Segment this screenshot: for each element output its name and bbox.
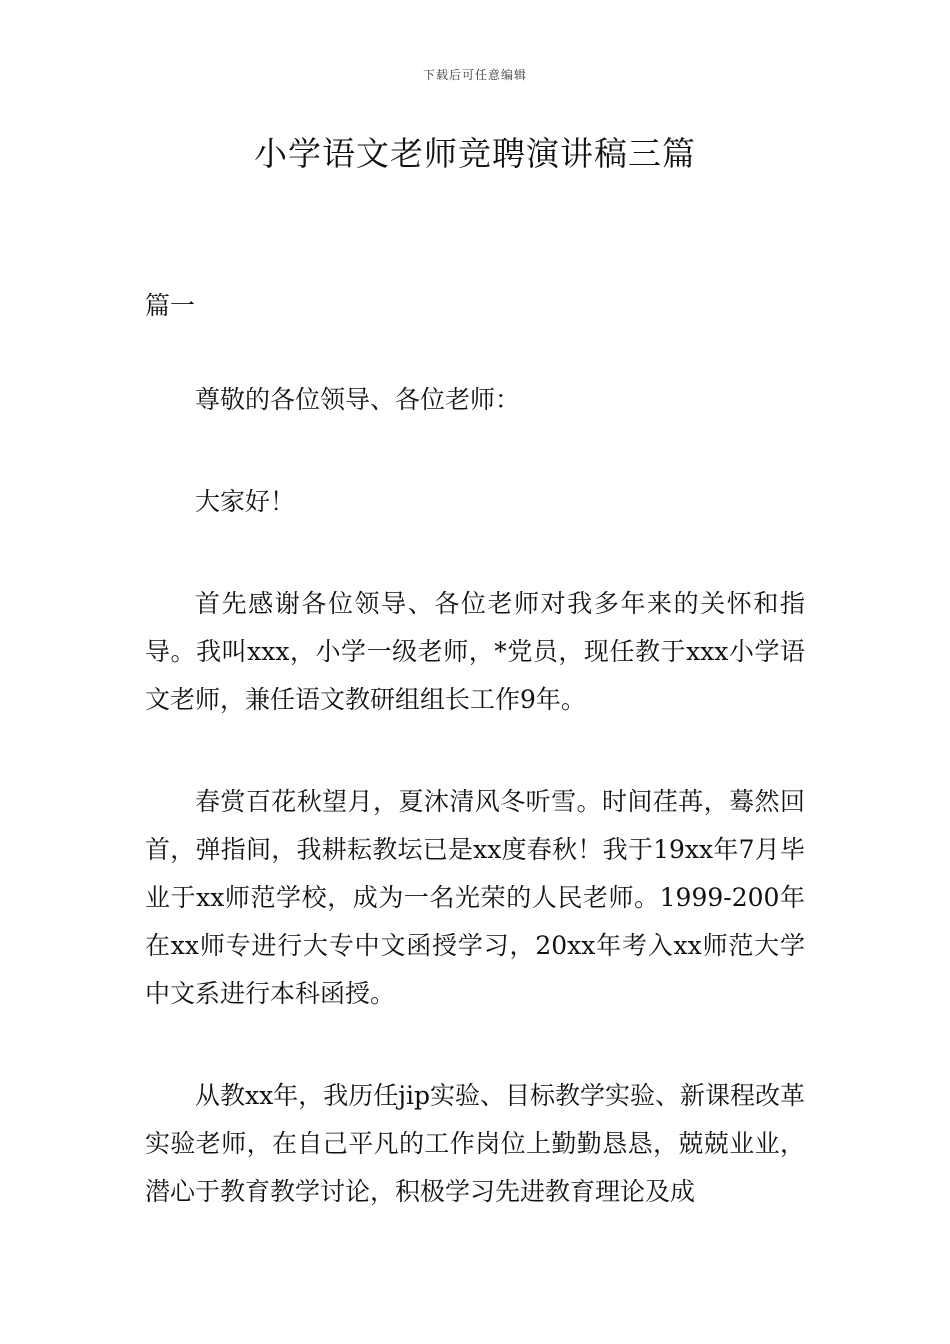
document-body (145, 282, 805, 1270)
paragraph-greeting: 大家好！ (195, 487, 296, 516)
section-label: 篇一 (145, 291, 196, 320)
document-title: 小学语文老师竞聘演讲稿三篇 (254, 134, 696, 173)
paragraph-introduction: 首先感谢各位领导、各位老师对我多年来的关怀和指导。我叫xxx，小学一级老师，*党员，现任教于xxx小学语文老师，兼任语文教研组组长工作9年。 (145, 589, 805, 714)
paragraph-salutation: 尊敬的各位领导、各位老师： (195, 385, 521, 414)
header-note: 下载后可任意编辑 (422, 68, 527, 82)
paragraph-experience: 春赏百花秋望月，夏沐清风冬听雪。时间荏苒，蓦然回首，弹指间，我耕耘教坛已是xx度春秋！我于19xx年7月毕业于xx师范学校，成为一名光荣的人民老师。1999-200年在xx师专进行大专中文函授学习，20xx年考入xx师范大学中文系进行本科函授。 (145, 787, 805, 1008)
paragraph-teaching: 从教xx年，我历任jip实验、目标教学实验、新课程改革实验老师，在自己平凡的工作岗位上勤勤恳恳，兢兢业业，潜心于教育教学讨论，积极学习先进教育理论及成 (145, 1081, 805, 1206)
